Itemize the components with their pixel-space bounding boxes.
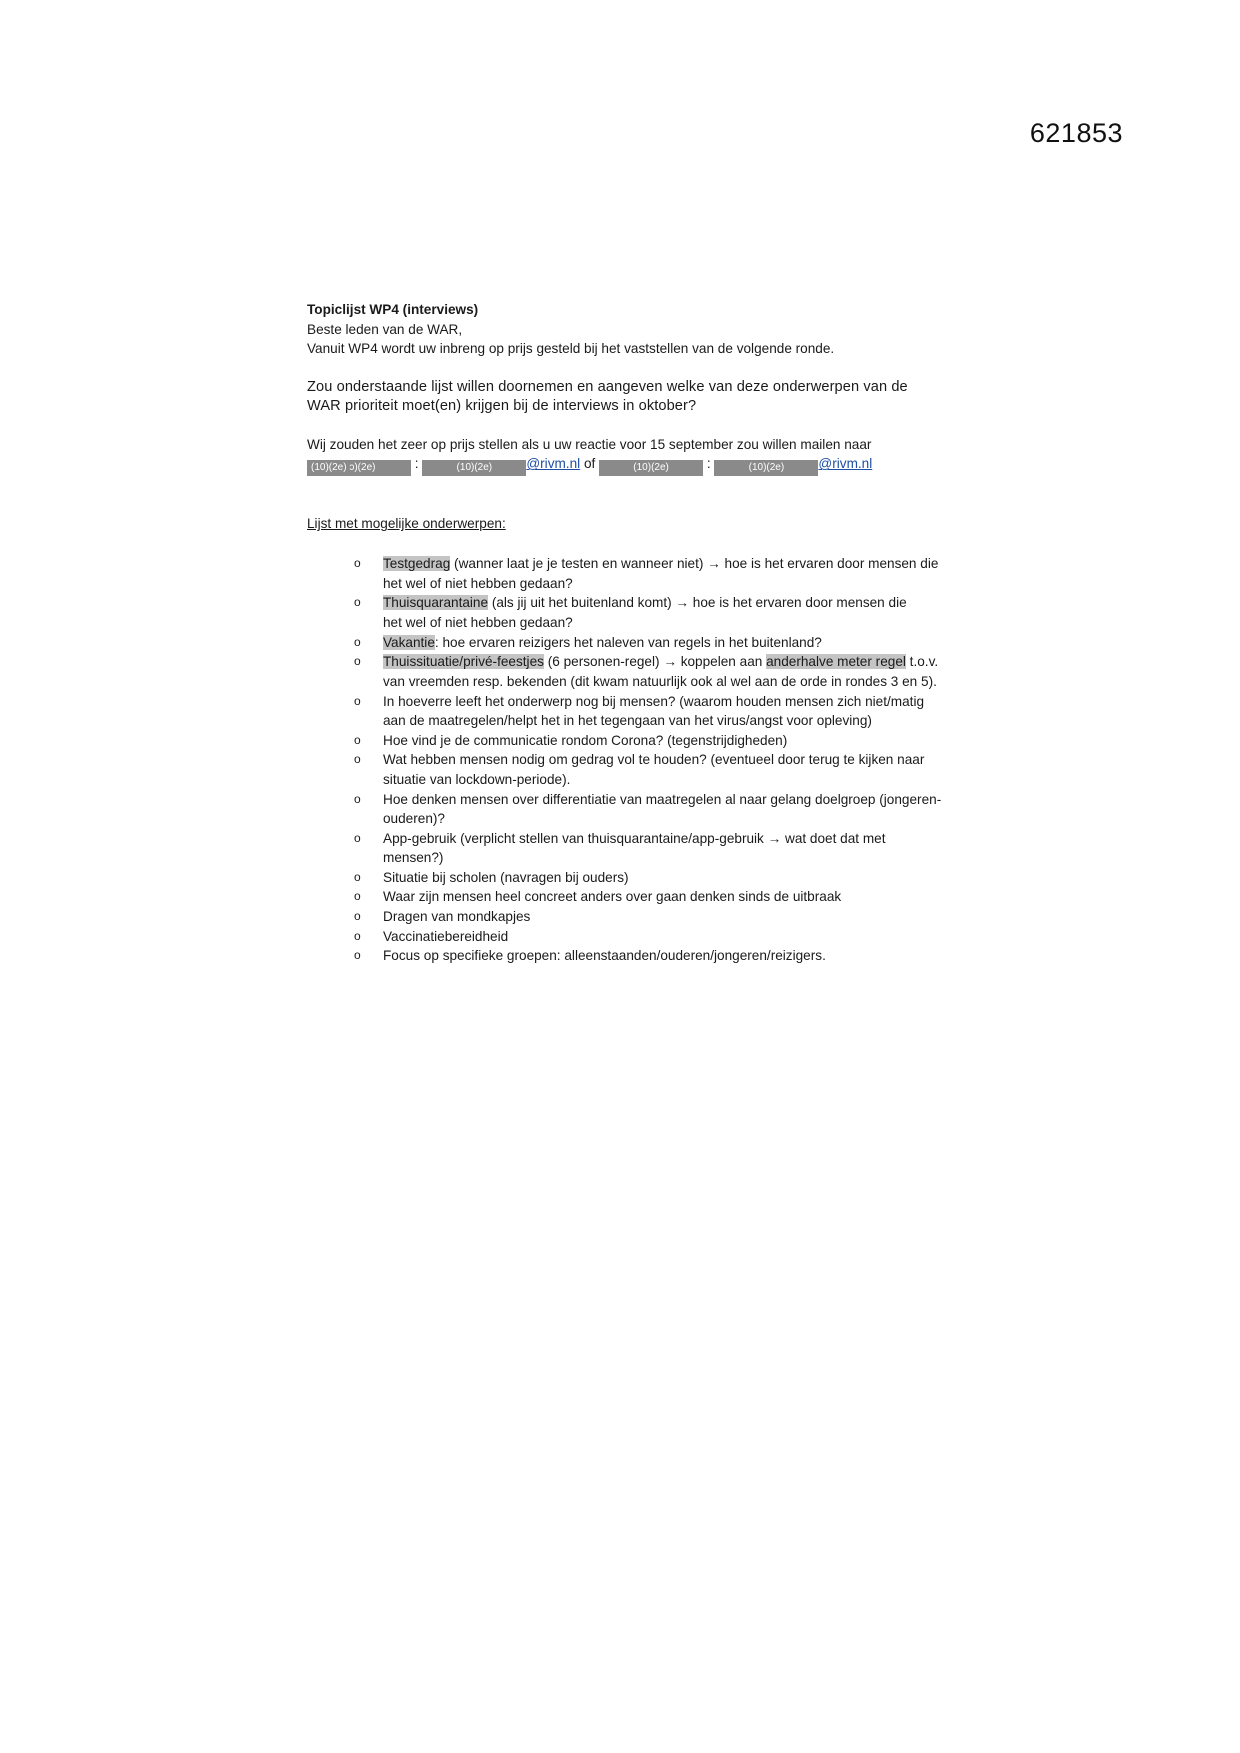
topic-text: Situatie bij scholen (navragen bij ouders) bbox=[383, 869, 629, 885]
topic-list bbox=[307, 554, 947, 966]
topic-item bbox=[354, 927, 947, 947]
document-body bbox=[307, 300, 947, 966]
topic-item bbox=[354, 692, 947, 731]
topic-text: Wat hebben mensen nodig om gedrag vol te houden? (eventueel door terug te kijken naar situatie van lockdown-periode). bbox=[383, 752, 925, 787]
topic-highlight-2: anderhalve meter regel bbox=[766, 654, 906, 670]
list-heading: Lijst met mogelijke onderwerpen: bbox=[307, 516, 506, 532]
topic-text: In hoeverre leeft het onderwerp nog bij mensen? (waarom houden mensen zich niet/matig aan de maatregelen/helpt het in het tegengaan van het virus/angst voor opleving) bbox=[383, 693, 925, 729]
topic-item bbox=[354, 593, 947, 633]
intro-line: Vanuit WP4 wordt uw inbreng op prijs gesteld bij het vaststellen van de volgende ronde. bbox=[307, 341, 835, 357]
document-number: 621853 bbox=[1029, 118, 1123, 148]
redacted-email-2: (10)(2e) bbox=[714, 460, 818, 476]
contact-line bbox=[307, 454, 947, 476]
topic-text: (6 personen-regel) → koppelen aan bbox=[543, 654, 767, 670]
topic-item bbox=[354, 554, 947, 593]
topic-text: Waar zijn mensen heel concreet anders over gaan denken sinds de uitbraak bbox=[383, 889, 842, 905]
question-line-1: Zou onderstaande lijst willen doornemen en aangeven welke van deze onderwerpen van de bbox=[307, 378, 908, 395]
contact-separator-1: : bbox=[414, 456, 419, 472]
topic-text-clipped bbox=[383, 613, 947, 633]
bullet-icon: o bbox=[354, 909, 361, 924]
topic-text: (wanner laat je je testen en wanneer niet) → hoe is het ervaren door mensen die het wel of niet hebben gedaan? bbox=[383, 555, 939, 591]
contact-or: of bbox=[583, 456, 596, 472]
greeting: Beste leden van de WAR, bbox=[307, 321, 463, 337]
bullet-icon: o bbox=[354, 634, 361, 649]
topic-highlight: Testgedrag bbox=[383, 555, 451, 571]
document-title: Topiclijst WP4 (interviews) bbox=[307, 302, 479, 317]
redacted-name-2: (10)(2e) bbox=[599, 460, 703, 476]
topic-text: App-gebruik (verplicht stellen van thuisquarantaine/app-gebruik → wat doet dat met mensen?) bbox=[383, 830, 886, 866]
topic-item bbox=[354, 829, 947, 868]
topic-item bbox=[354, 750, 947, 789]
bullet-icon: o bbox=[354, 791, 361, 806]
topic-item bbox=[354, 652, 947, 691]
question-line-2: WAR prioriteit moet(en) krijgen bij de interviews in oktober? bbox=[307, 397, 697, 414]
topic-highlight: Thuisquarantaine bbox=[383, 595, 489, 611]
topic-text: Dragen van mondkapjes bbox=[383, 909, 531, 925]
topic-text: Focus op specifieke groepen: alleenstaanden/ouderen/jongeren/reizigers. bbox=[383, 948, 826, 964]
bullet-icon: o bbox=[354, 595, 361, 610]
bullet-icon: o bbox=[354, 830, 361, 845]
topic-item bbox=[354, 868, 947, 888]
bullet-icon: o bbox=[354, 889, 361, 904]
bullet-icon: o bbox=[354, 555, 361, 570]
topic-highlight: Thuissituatie/privé-feestjes bbox=[383, 654, 544, 670]
topic-text-line2: het wel of niet hebben gedaan? bbox=[383, 614, 573, 630]
bullet-icon: o bbox=[354, 948, 361, 963]
email-link-1[interactable]: @rivm.nl bbox=[526, 456, 581, 472]
topic-item bbox=[354, 790, 947, 829]
email-link-2[interactable]: @rivm.nl bbox=[818, 456, 873, 472]
topic-item bbox=[354, 633, 947, 653]
topic-highlight: Vakantie bbox=[383, 634, 435, 650]
bullet-icon: o bbox=[354, 752, 361, 767]
bullet-icon: o bbox=[354, 654, 361, 669]
request-line: Wij zouden het zeer op prijs stellen als u uw reactie voor 15 september zou willen mailen naar bbox=[307, 436, 872, 452]
topic-text: Hoe vind je de communicatie rondom Corona? (tegenstrijdigheden) bbox=[383, 732, 788, 748]
topic-text: Vaccinatiebereidheid bbox=[383, 928, 509, 944]
topic-item bbox=[354, 946, 947, 966]
bullet-icon: o bbox=[354, 732, 361, 747]
bullet-icon: o bbox=[354, 928, 361, 943]
contact-separator-2: : bbox=[706, 456, 711, 472]
topic-text: (als jij uit het buitenland komt) → hoe is het ervaren door mensen die bbox=[488, 595, 907, 611]
redacted-name-1: (10)(2e) ɔ)(2e) bbox=[307, 460, 411, 476]
bullet-icon: o bbox=[354, 693, 361, 708]
topic-item bbox=[354, 887, 947, 907]
redacted-email-1: (10)(2e) bbox=[422, 460, 526, 476]
topic-text: : hoe ervaren reizigers het naleven van regels in het buitenland? bbox=[434, 634, 822, 650]
topic-item bbox=[354, 731, 947, 751]
bullet-icon: o bbox=[354, 869, 361, 884]
topic-item bbox=[354, 907, 947, 927]
topic-text: Hoe denken mensen over differentiatie van maatregelen al naar gelang doelgroep (jongeren-ouderen)? bbox=[383, 791, 942, 827]
topic-text-rest: t.o.v. van vreemden resp. bekenden (dit kwam natuurlijk ook al wel aan de orde in rondes 3 en 5). bbox=[383, 654, 939, 689]
